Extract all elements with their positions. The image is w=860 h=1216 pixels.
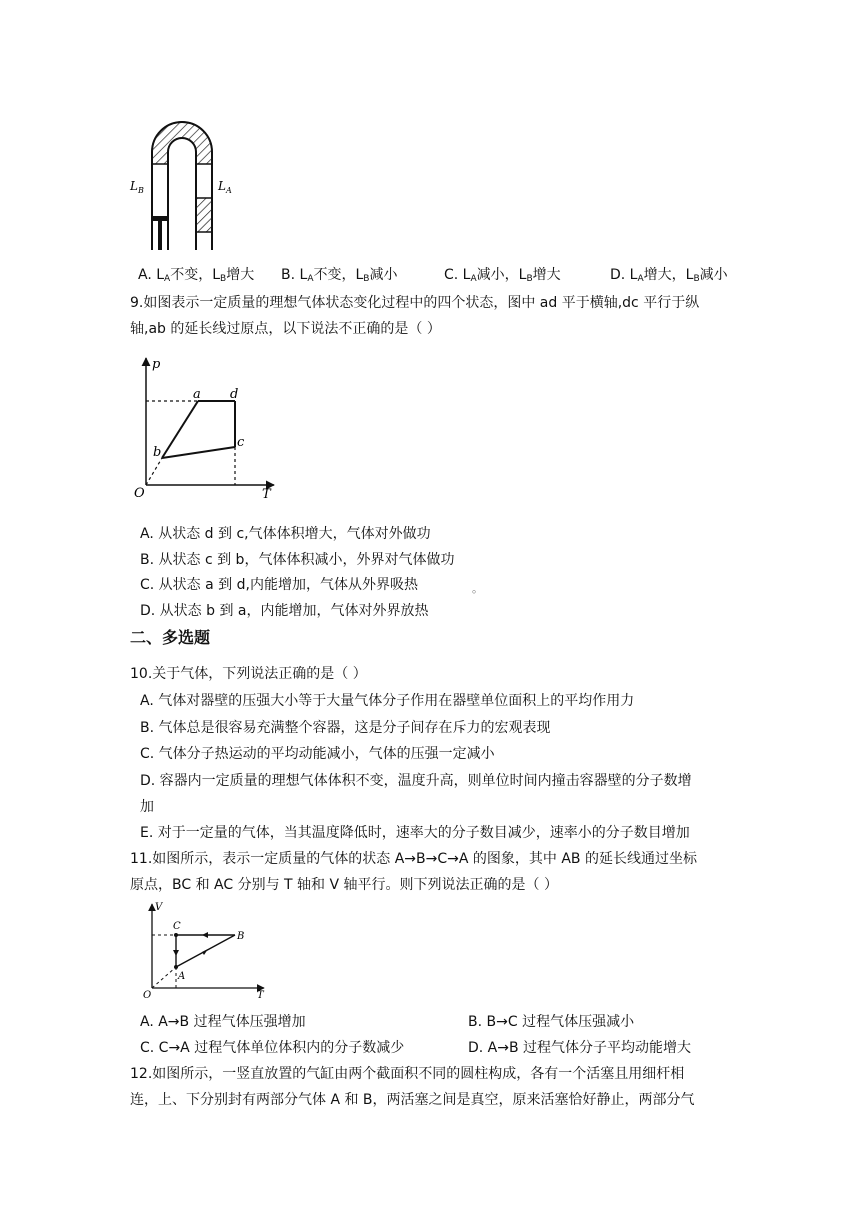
svg-text:V: V — [155, 902, 163, 913]
svg-text:B: B — [237, 931, 245, 942]
svg-text:T: T — [262, 487, 271, 502]
q11-option-a[interactable]: A. A→B 过程气体压强增加 — [140, 1014, 306, 1030]
q10-option-d[interactable]: D. 容器内一定质量的理想气体体积不变，温度升高，则单位时间内撞击容器壁的分子数增 — [140, 773, 692, 789]
svg-text:d: d — [230, 387, 239, 402]
q11-option-d[interactable]: D. A→B 过程气体分子平均动能增大 — [468, 1040, 692, 1056]
svg-text:a: a — [193, 387, 201, 402]
svg-text:O: O — [134, 486, 145, 501]
q12-stem-line2: 连，上、下分别封有两部分气体 A 和 B，两活塞之间是真空，原来活塞恰好静止，两部分气 — [130, 1092, 695, 1108]
q9-stem-line2: 轴,ab 的延长线过原点，以下说法不正确的是（ ） — [130, 321, 441, 337]
label-lb: $L_B$ — [130, 179, 144, 195]
svg-text:A: A — [178, 971, 186, 982]
q10-option-a[interactable]: A. 气体对器壁的压强大小等于大量气体分子作用在器壁单位面积上的平均作用力 — [140, 693, 635, 709]
svg-text:p: p — [152, 357, 161, 372]
q10-option-d-cont: 加 — [140, 799, 154, 815]
q9-option-d[interactable]: D. 从状态 b 到 a，内能增加，气体对外界放热 — [140, 603, 429, 619]
svg-text:c: c — [237, 435, 245, 450]
svg-text:T: T — [257, 990, 264, 1000]
q9-option-b[interactable]: B. 从状态 c 到 b，气体体积减小，外界对气体做功 — [140, 552, 455, 568]
svg-text:C: C — [173, 921, 181, 932]
q12-stem-line1: 12.如图所示，一竖直放置的气缸由两个截面积不同的圆柱构成，各有一个活塞且用细杆相 — [130, 1066, 685, 1082]
u-tube-figure — [126, 108, 236, 256]
svg-text:b: b — [153, 445, 162, 460]
q8-option-b[interactable]: B. $L_A$不变，$L_B$减小 — [281, 267, 398, 284]
q10-option-e[interactable]: E. 对于一定量的气体，当其温度降低时，速率大的分子数目减少，速率小的分子数目增加 — [140, 825, 690, 841]
q9-stem-line1: 9.如图表示一定质量的理想气体状态变化过程中的四个状态，图中 ad 平于横轴,dc 平行于纵 — [130, 295, 700, 311]
q10-option-c[interactable]: C. 气体分子热运动的平均动能减小，气体的压强一定减小 — [140, 746, 495, 762]
q11-stem-line1: 11.如图所示，表示一定质量的气体的状态 A→B→C→A 的图象，其中 AB 的延长线通过坐标 — [130, 851, 697, 867]
stray-mark: 。 — [472, 582, 483, 595]
q11-option-b[interactable]: B. B→C 过程气体压强减小 — [468, 1014, 635, 1030]
q8-option-a[interactable]: A. $L_A$不变，$L_B$增大 — [138, 267, 255, 284]
v-t-graph — [140, 900, 270, 1000]
q8-options — [138, 265, 738, 285]
q10-option-b[interactable]: B. 气体总是很容易充满整个容器，这是分子间存在斥力的宏观表现 — [140, 720, 551, 736]
q10-stem: 10.关于气体，下列说法正确的是（ ） — [130, 666, 367, 682]
q8-option-d[interactable]: D. $L_A$增大，$L_B$减小 — [610, 267, 728, 284]
q8-option-c[interactable]: C. $L_A$减小，$L_B$增大 — [444, 267, 561, 284]
section-title-multi-choice: 二、多选题 — [130, 628, 211, 647]
svg-text:O: O — [143, 990, 152, 1000]
q11-stem-line2: 原点，BC 和 AC 分别与 T 轴和 V 轴平行。则下列说法正确的是（ ） — [130, 877, 558, 893]
q9-option-a[interactable]: A. 从状态 d 到 c,气体体积增大，气体对外做功 — [140, 526, 431, 542]
q9-option-c[interactable]: C. 从状态 a 到 d,内能增加，气体从外界吸热 — [140, 577, 418, 593]
label-la: $L_A$ — [218, 179, 232, 195]
p-t-graph — [126, 352, 286, 502]
q11-option-c[interactable]: C. C→A 过程气体单位体积内的分子数减少 — [140, 1040, 405, 1056]
